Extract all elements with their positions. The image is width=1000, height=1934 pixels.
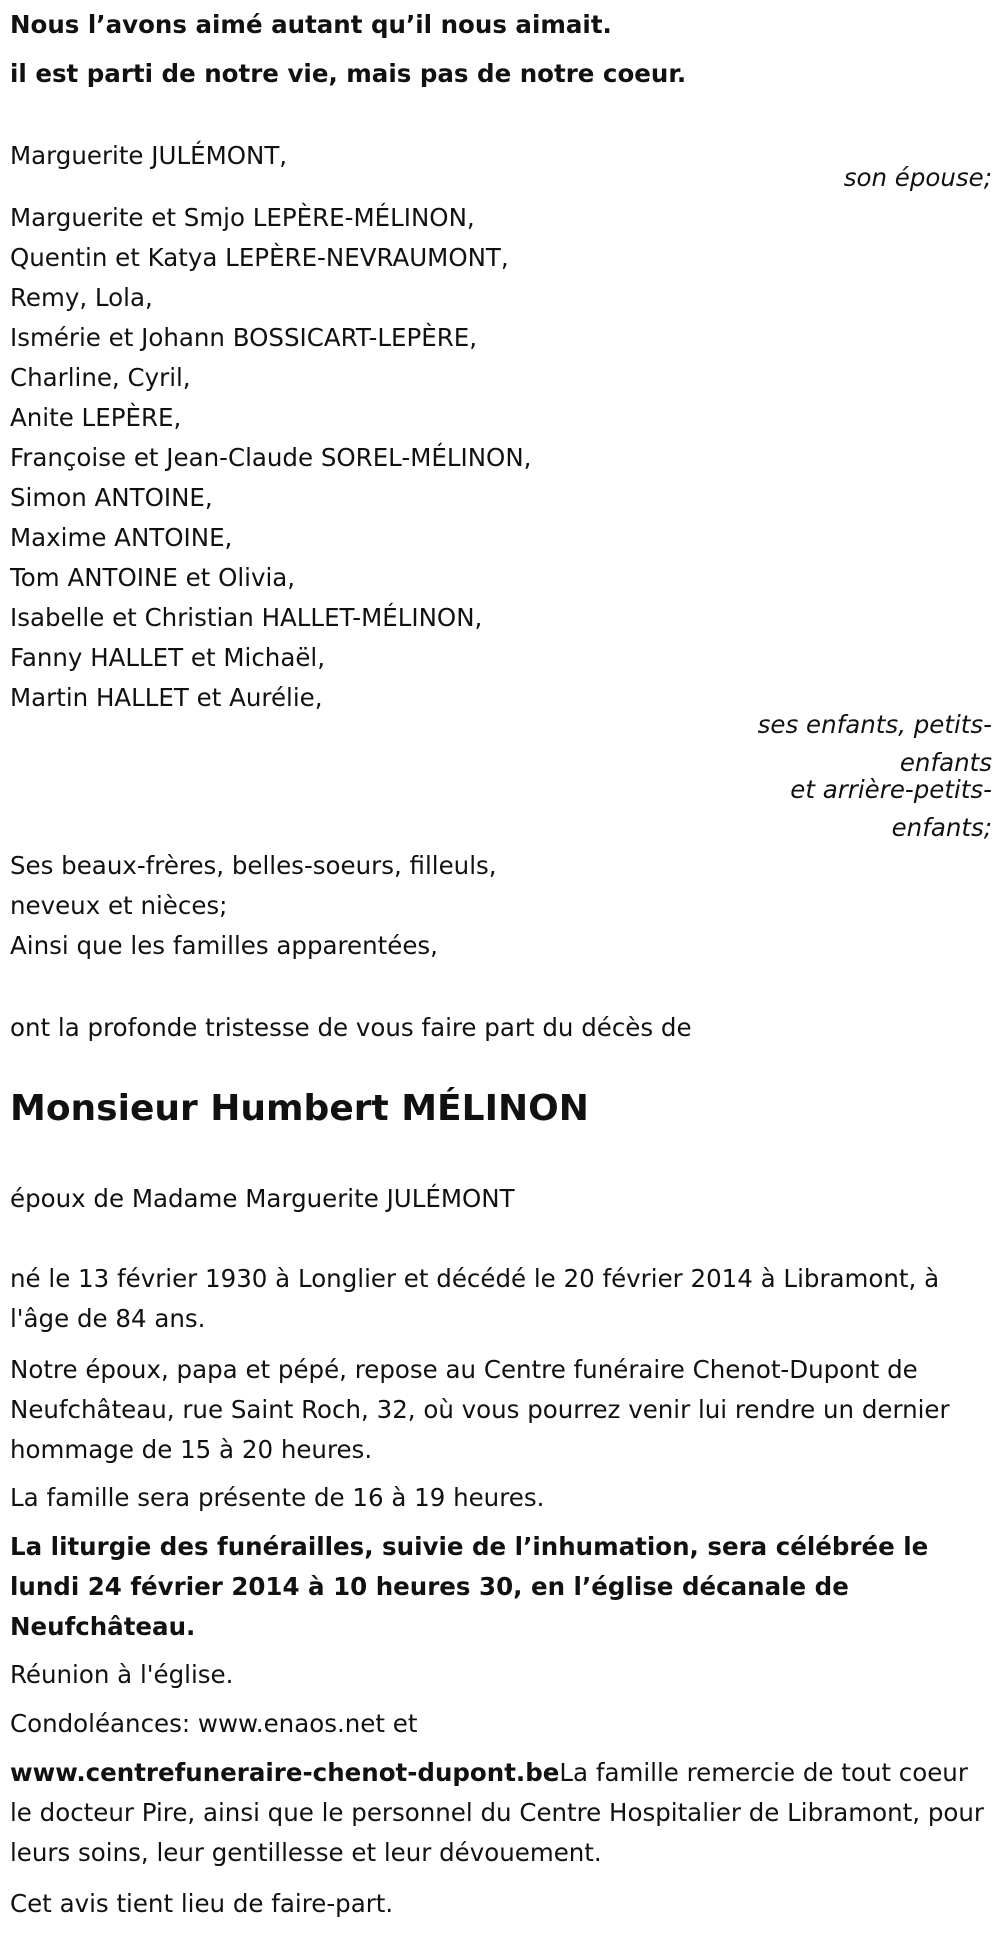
announcement: ont la profonde tristesse de vous faire part du décès de (10, 1013, 692, 1042)
list-item: Quentin et Katya LEPÈRE-NEVRAUMONT, (10, 243, 509, 272)
list-item: Tom ANTOINE et Olivia, (10, 563, 296, 592)
list-item: Françoise et Jean-Claude SOREL-MÉLINON, (10, 443, 532, 472)
list-item: Marguerite et Smjo LEPÈRE-MÉLINON, (10, 203, 475, 232)
children-relation-2: enfants (899, 748, 992, 777)
children-relation-1: ses enfants, petits- (757, 710, 992, 739)
liturgy: La liturgie des funérailles, suivie de l’inhumation, sera célébrée le lundi 24 février 2014 à 10 heures 30, en l’église décanale de Neufchâteau. (10, 1532, 929, 1641)
children-relation-3: et arrière-petits- (790, 775, 992, 804)
spouse-name: Marguerite JULÉMONT, (10, 141, 288, 170)
birth-death: né le 13 février 1930 à Longlier et décédé le 20 février 2014 à Libramont, à l'âge de 84 ans. (10, 1264, 940, 1333)
children-list (10, 198, 531, 718)
spouse-relation: son épouse; (843, 163, 992, 192)
thanks-text: La famille remercie de tout coeur le docteur Pire, ainsi que le personnel du Centre Hospitalier de Libramont, pour leurs soins, leur gentillesse et leur dévouement. (10, 1758, 984, 1867)
list-item: neveux et nièces; (10, 891, 228, 920)
spouse-of: époux de Madame Marguerite JULÉMONT (10, 1184, 515, 1213)
header-line-1: Nous l’avons aimé autant qu’il nous aimait. (10, 10, 612, 39)
family-presence: La famille sera présente de 16 à 19 heures. (10, 1483, 545, 1512)
list-item: Charline, Cyril, (10, 363, 191, 392)
list-item: Isabelle et Christian HALLET-MÉLINON, (10, 603, 483, 632)
meeting: Réunion à l'église. (10, 1660, 234, 1689)
list-item: Ismérie et Johann BOSSICART-LEPÈRE, (10, 323, 478, 352)
list-item: Remy, Lola, (10, 283, 153, 312)
list-item: Ainsi que les familles apparentées, (10, 931, 438, 960)
condolences: Condoléances: www.enaos.net et (10, 1709, 418, 1738)
list-item: Ses beaux-frères, belles-soeurs, filleuls, (10, 851, 497, 880)
thanks-paragraph (10, 1753, 995, 1873)
deceased-name: Monsieur Humbert MÉLINON (10, 1088, 589, 1129)
list-item: Maxime ANTOINE, (10, 523, 233, 552)
list-item: Fanny HALLET et Michaël, (10, 643, 326, 672)
visitation: Notre époux, papa et pépé, repose au Centre funéraire Chenot-Dupont de Neufchâteau, rue Saint Roch, 32, où vous pourrez venir lui rendre un dernier hommage de 15 à 20 heures. (10, 1355, 950, 1464)
others-list (10, 846, 497, 966)
list-item: Simon ANTOINE, (10, 483, 213, 512)
list-item: Anite LEPÈRE, (10, 403, 182, 432)
website-link[interactable]: www.centrefuneraire-chenot-dupont.be (10, 1758, 560, 1787)
closing: Cet avis tient lieu de faire-part. (10, 1889, 394, 1918)
list-item: Martin HALLET et Aurélie, (10, 683, 323, 712)
children-relation-4: enfants; (891, 813, 992, 842)
header-line-2: il est parti de notre vie, mais pas de notre coeur. (10, 59, 687, 88)
